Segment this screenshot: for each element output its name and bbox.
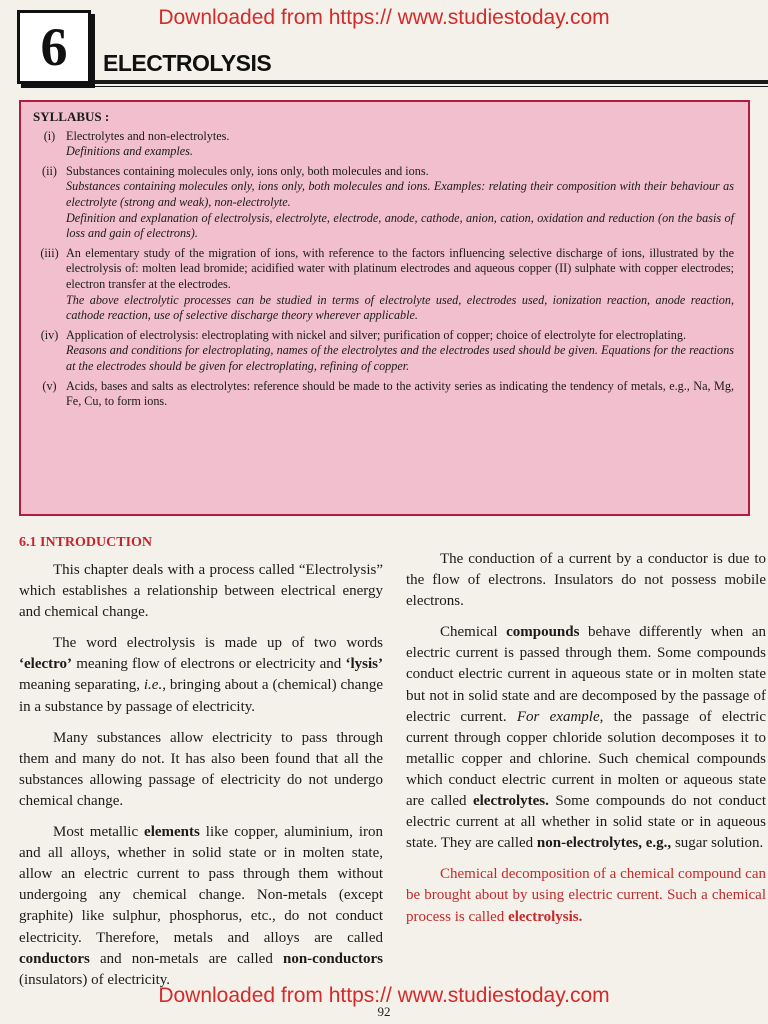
syllabus-item xyxy=(33,379,734,410)
syllabus-box xyxy=(19,100,750,516)
right-column xyxy=(406,549,766,938)
syllabus-item-text: Acids, bases and salts as electrolytes: reference should be made to the activity series as indicating the tendency of metals, e.g., Na, Mg, Fe, Cu, to form ions. xyxy=(66,378,734,409)
syllabus-item-note: Definition and explanation of electrolysis, electrolyte, electrode, anode, cathode, anion, cation, oxidation and reduction (on the basis of loss and gain of electrons). xyxy=(66,210,734,241)
text-run: Some compounds do not conduct electric current at all whether in solid state or in aqueous state. They are called xyxy=(406,793,766,852)
syllabus-item xyxy=(33,328,734,375)
syllabus-item xyxy=(33,164,734,242)
bold-term: ‘lysis’ xyxy=(345,656,383,673)
syllabus-heading: SYLLABUS : xyxy=(33,109,110,124)
text-run: , the passage of electric current through copper chloride solution decomposes it to metallic copper and chlorine. Such chemical compounds which conduct electric current in molten or aqueous state are called xyxy=(406,708,766,810)
watermark-top: Downloaded from https:// www.studiestoday.com xyxy=(158,6,610,29)
bold-term: non-electrolytes, e.g., xyxy=(536,835,672,852)
syllabus-item-note: The above electrolytic processes can be studied in terms of electrolyte used, electrodes used, ionization reaction, anode reaction, cathode reaction, use of selective discharge theory wherever applicable. xyxy=(66,292,734,323)
paragraph xyxy=(406,622,766,854)
left-column xyxy=(19,560,383,1001)
text-run: (insulators) of electricity. xyxy=(19,971,171,988)
syllabus-item-text: Substances containing molecules only, ions only, both molecules and ions. xyxy=(66,163,429,178)
header-rule-thin xyxy=(95,86,768,87)
syllabus-item xyxy=(33,246,734,324)
syllabus-item-text: Electrolytes and non-electrolytes. xyxy=(66,128,230,143)
bold-term: electrolysis. xyxy=(508,908,583,925)
syllabus-item-note: Reasons and conditions for electroplating, names of the electrolytes and the electrodes used should be given. Equations for the reactions at the electrodes should be given for electroplating, refining of copper. xyxy=(66,343,734,373)
syllabus-item-note: Definitions and examples. xyxy=(66,144,193,159)
paragraph: This chapter deals with a process called “Electrolysis” which establishes a relationship between electrical energy and chemical change. xyxy=(19,562,383,621)
text-run: The word electrolysis is made up of two words xyxy=(53,635,383,652)
text-run: like copper, aluminium, iron and all alloys, whether in solid state or in molten state, allow an electric current to pass through them without undergoing any chemical change. Non-metals (except graphite) like sulphur, phosphorus, etc., do not conduct electricity. Therefore, metals and alloys are called xyxy=(19,824,383,946)
header-rule xyxy=(95,80,768,84)
watermark-bottom: Downloaded from https:// www.studiestoday.com xyxy=(158,984,610,1007)
text-run: and non-metals are called xyxy=(89,950,283,967)
paragraph xyxy=(19,822,383,991)
section-heading: 6.1 INTRODUCTION xyxy=(19,535,153,550)
chapter-title: ELECTROLYSIS xyxy=(103,50,272,76)
bold-term: compounds xyxy=(506,624,580,641)
bold-term: ‘electro’ xyxy=(19,656,73,673)
bold-term: elements xyxy=(144,824,200,841)
text-run: sugar solution. xyxy=(671,835,764,852)
bold-term: electrolytes. xyxy=(472,793,549,810)
text-run: Most metallic xyxy=(53,824,145,841)
syllabus-item xyxy=(33,129,734,160)
syllabus-item-text: Application of electrolysis: electroplating with nickel and silver; purification of copper; choice of electrolyte for electroplating. xyxy=(66,327,686,342)
syllabus-item-number: (v) xyxy=(42,378,57,393)
bold-term: conductors xyxy=(19,950,90,967)
paragraph: Many substances allow electricity to pass through them and many do not. It has also been found that all the substances allowing passage of electricity do not undergo chemical change. xyxy=(19,729,383,809)
text-run: meaning flow of electrons or electricity and xyxy=(72,656,346,673)
syllabus-item-number: (i) xyxy=(43,128,56,143)
text-run: Chemical decomposition of a chemical compound can be brought about by using electric current. Such a chemical process is called xyxy=(406,866,766,925)
italic-term: For example xyxy=(516,708,600,725)
syllabus-item-number: (iii) xyxy=(40,245,59,260)
syllabus-item-number: (ii) xyxy=(42,163,57,178)
paragraph: The conduction of a current by a conductor is due to the flow of electrons. Insulators do not possess mobile electrons. xyxy=(406,551,766,610)
syllabus-item-number: (iv) xyxy=(40,327,59,342)
chapter-number: 6 xyxy=(40,17,68,77)
italic-term: i.e., xyxy=(143,677,166,694)
paragraph-highlight xyxy=(406,864,766,927)
syllabus-item-note: Substances containing molecules only, ions only, both molecules and ions. Examples: relating their composition with their behaviour as electrolyte (strong and weak), non-electrolyte. xyxy=(66,179,734,209)
text-run: meaning separating, xyxy=(19,677,144,694)
syllabus-item-text: An elementary study of the migration of ions, with reference to the factors influencing selective discharge of ions, illustrated by the electrolysis of: molten lead bromide; acidified water with platinum electrodes and aqueous copper (II) sulphate with copper electrodes; electron transfer at the electrodes. xyxy=(66,245,734,291)
chapter-number-box xyxy=(17,10,91,84)
text-run: behave differently when an electric current is passed through them. Some compounds conduct electric current in aqueous state or in molten state but not in solid state and are decomposed by the passage of electric current. xyxy=(406,624,767,725)
paragraph xyxy=(19,633,383,717)
bold-term: non-conductors xyxy=(282,950,383,967)
page-number: 92 xyxy=(377,1004,391,1019)
text-run: Chemical xyxy=(440,624,507,641)
text-run: bringing about a (chemical) change in a substance by passage of electricity. xyxy=(19,677,383,715)
